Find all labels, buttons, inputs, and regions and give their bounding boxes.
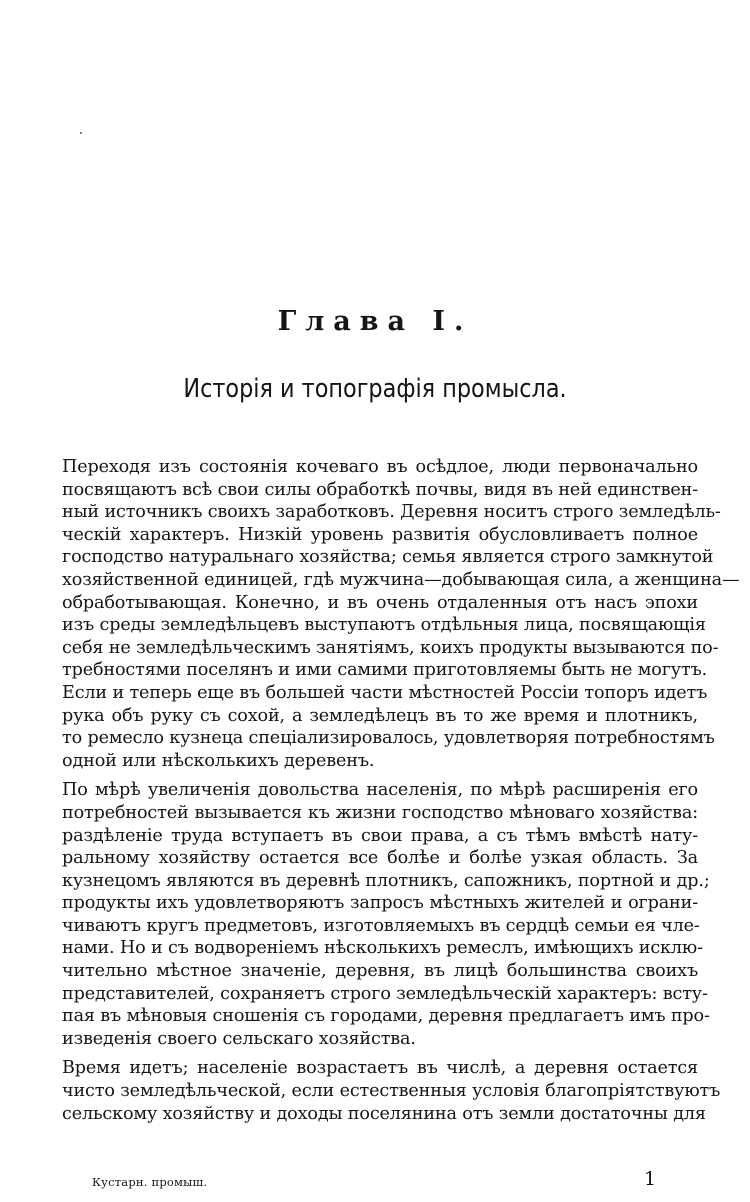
text-line: обработывающая. Конечно, и въ очень отдаленныя отъ насъ эпохи <box>62 592 698 613</box>
paragraph-3 <box>62 1057 721 1125</box>
text-line: изъ среды земледѣльцевъ выступаютъ отдѣльныя лица, посвящающія <box>62 615 706 636</box>
text-line: раздѣленіе труда вступаетъ въ свои права, а съ тѣмъ вмѣстѣ нату- <box>62 825 698 846</box>
paragraph-2 <box>62 779 710 1050</box>
text-line: требностями поселянъ и ими самими приготовляемы быть не могутъ. <box>62 660 708 681</box>
text-line: господство натуральнаго хозяйства; семья является строго замкнутой <box>62 547 714 568</box>
body-text <box>62 456 740 1132</box>
text-line: кузнецомъ являются въ деревнѣ плотникъ, сапожникъ, портной и др.; <box>62 870 710 891</box>
text-line: продукты ихъ удовлетворяютъ запросъ мѣстныхъ жителей и ограни- <box>62 893 698 914</box>
text-line: ческій характеръ. Низкій уровень развитія обусловливаетъ полное <box>62 524 698 545</box>
text-line: представителей, сохраняетъ строго земледѣльческій характеръ: всту- <box>62 983 708 1004</box>
text-line: рука объ руку съ сохой, а земледѣлецъ въ то же время и плотникъ, <box>62 705 698 726</box>
text-line: чисто земледѣльческой, если естественныя условія благопріятствуютъ <box>62 1081 721 1102</box>
text-line: потребностей вызывается къ жизни господство мѣноваго хозяйства: <box>62 802 698 823</box>
chapter-heading: Глава I. <box>277 306 473 337</box>
text-line: хозяйственной единицей, гдѣ мужчина—добывающая сила, а женщина— <box>62 569 740 590</box>
footer-signature: Кустарн. промыш. <box>92 1175 208 1189</box>
text-line: чиваютъ кругъ предметовъ, изготовляемыхъ въ сердцѣ семьи ея чле- <box>62 915 700 936</box>
text-line: то ремесло кузнеца спеціализировалось, удовлетворяя потребностямъ <box>62 728 715 749</box>
paragraph-1 <box>62 456 740 772</box>
text-line: одной или нѣсколькихъ деревенъ. <box>62 750 375 771</box>
text-line: посвящаютъ всѣ свои силы обработкѣ почвы, видя въ ней единствен- <box>62 479 698 500</box>
page-number: 1 <box>644 1168 657 1190</box>
chapter-title: Исторія и топографія промысла. <box>183 374 567 404</box>
text-line: чительно мѣстное значеніе, деревня, въ лицѣ большинства своихъ <box>62 961 698 982</box>
text-line: По мѣрѣ увеличенія довольства населенія, по мѣрѣ расширенія его <box>62 780 698 801</box>
text-line: ный источникъ своихъ заработковъ. Деревня носитъ строго земледѣль- <box>62 502 721 523</box>
text-line: Если и теперь еще въ большей части мѣстностей Россіи топоръ идетъ <box>62 682 708 703</box>
text-line: нами. Но и съ водвореніемъ нѣсколькихъ ремеслъ, имѣющихъ исклю- <box>62 938 703 959</box>
text-line: себя не земледѣльческимъ занятіямъ, коихъ продукты вызываются по- <box>62 637 719 658</box>
text-line: изведенія своего сельскаго хозяйства. <box>62 1028 416 1049</box>
text-line: ральному хозяйству остается все болѣе и болѣе узкая область. За <box>62 848 698 869</box>
scan-speck <box>80 132 82 134</box>
text-line: Время идетъ; населеніе возрастаетъ въ числѣ, а деревня остается <box>62 1058 698 1079</box>
text-line: сельскому хозяйству и доходы поселянина отъ земли достаточны для <box>62 1103 706 1124</box>
text-line: Переходя изъ состоянія кочеваго въ осѣдлое, люди первоначально <box>62 457 698 477</box>
text-line: пая въ мѣновыя сношенія съ городами, деревня предлагаетъ имъ про- <box>62 1006 710 1027</box>
